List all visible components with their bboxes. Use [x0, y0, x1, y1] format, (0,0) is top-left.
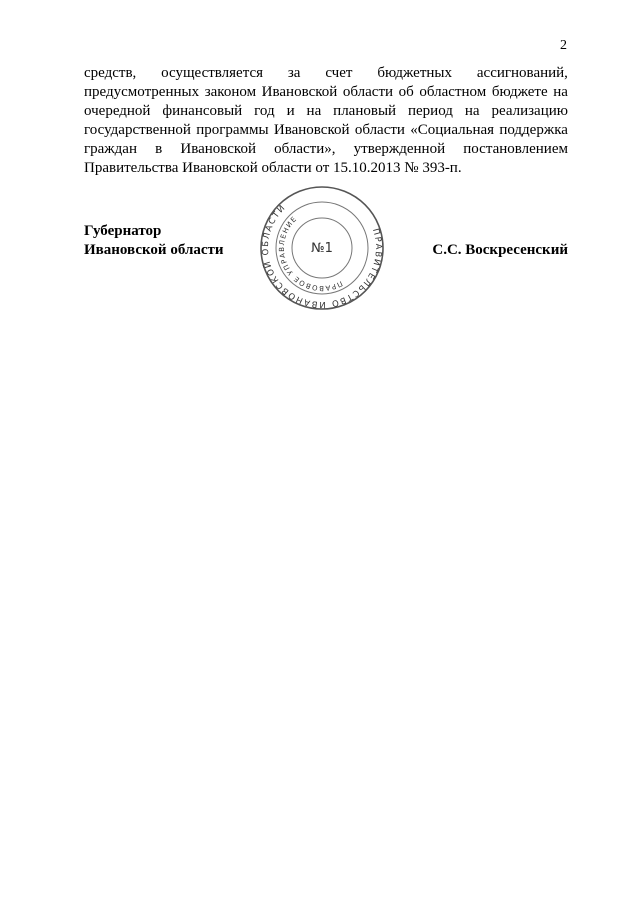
word: осуществляется [161, 65, 264, 81]
word: бюджетных [377, 65, 453, 81]
paragraph-line-3 [84, 102, 568, 121]
word: области [342, 84, 394, 100]
word: предусмотренных [84, 84, 200, 100]
stamp-number: №1 [311, 241, 333, 256]
word: на [464, 103, 480, 119]
word: законом [204, 84, 257, 100]
word: в [155, 141, 163, 157]
word: программы [196, 122, 269, 138]
word: средств, [84, 65, 137, 81]
word: области», [274, 141, 336, 157]
word: счет [325, 65, 353, 81]
word: постановлением [463, 141, 568, 157]
word: очередной [84, 103, 151, 119]
word: государственной [84, 122, 191, 138]
word: утвержденной [353, 141, 446, 157]
signer-title-line-1: Губернатор [84, 223, 162, 239]
word: поддержка [499, 122, 568, 138]
word: плановый [333, 103, 397, 119]
word: на [553, 84, 568, 100]
signer-name: С.С. Воскресенский [432, 242, 568, 258]
word: об [398, 84, 414, 100]
word: Ивановской [180, 141, 256, 157]
word: и [286, 103, 295, 119]
word: бюджете [491, 84, 548, 100]
paragraph-line-4 [84, 121, 568, 140]
page-number: 2 [560, 38, 567, 53]
signer-title [84, 222, 224, 260]
word: области [354, 122, 405, 138]
word: реализацию [491, 103, 568, 119]
word: граждан [84, 141, 137, 157]
paragraph-line-2 [84, 83, 568, 102]
word: ассигнований, [476, 65, 568, 81]
word: год [254, 103, 275, 119]
word: за [287, 65, 301, 81]
word: «Социальная [410, 122, 495, 138]
word: финансовый [162, 103, 243, 119]
paragraph-line-5 [84, 140, 568, 159]
stamp-outer-text: ПРАВИТЕЛЬСТВО ИВАНОВСКОЙ ОБЛАСТИ [260, 202, 384, 310]
word: период [408, 103, 453, 119]
stamp-seal-icon [258, 184, 386, 312]
signer-title-line-2: Ивановской области [84, 242, 224, 258]
word: Ивановской [261, 84, 338, 100]
stamp-inner-text: ПРАВОВОЕ УПРАВЛЕНИЕ [277, 214, 344, 293]
paragraph-line-1 [84, 64, 568, 83]
word: на [306, 103, 322, 119]
word: областном [419, 84, 487, 100]
paragraph-line-6: Правительства Ивановской области от 15.10.2013 № 393-п. [84, 160, 462, 176]
body-paragraph [84, 64, 568, 178]
word: Ивановской [273, 122, 350, 138]
official-stamp [258, 184, 386, 312]
